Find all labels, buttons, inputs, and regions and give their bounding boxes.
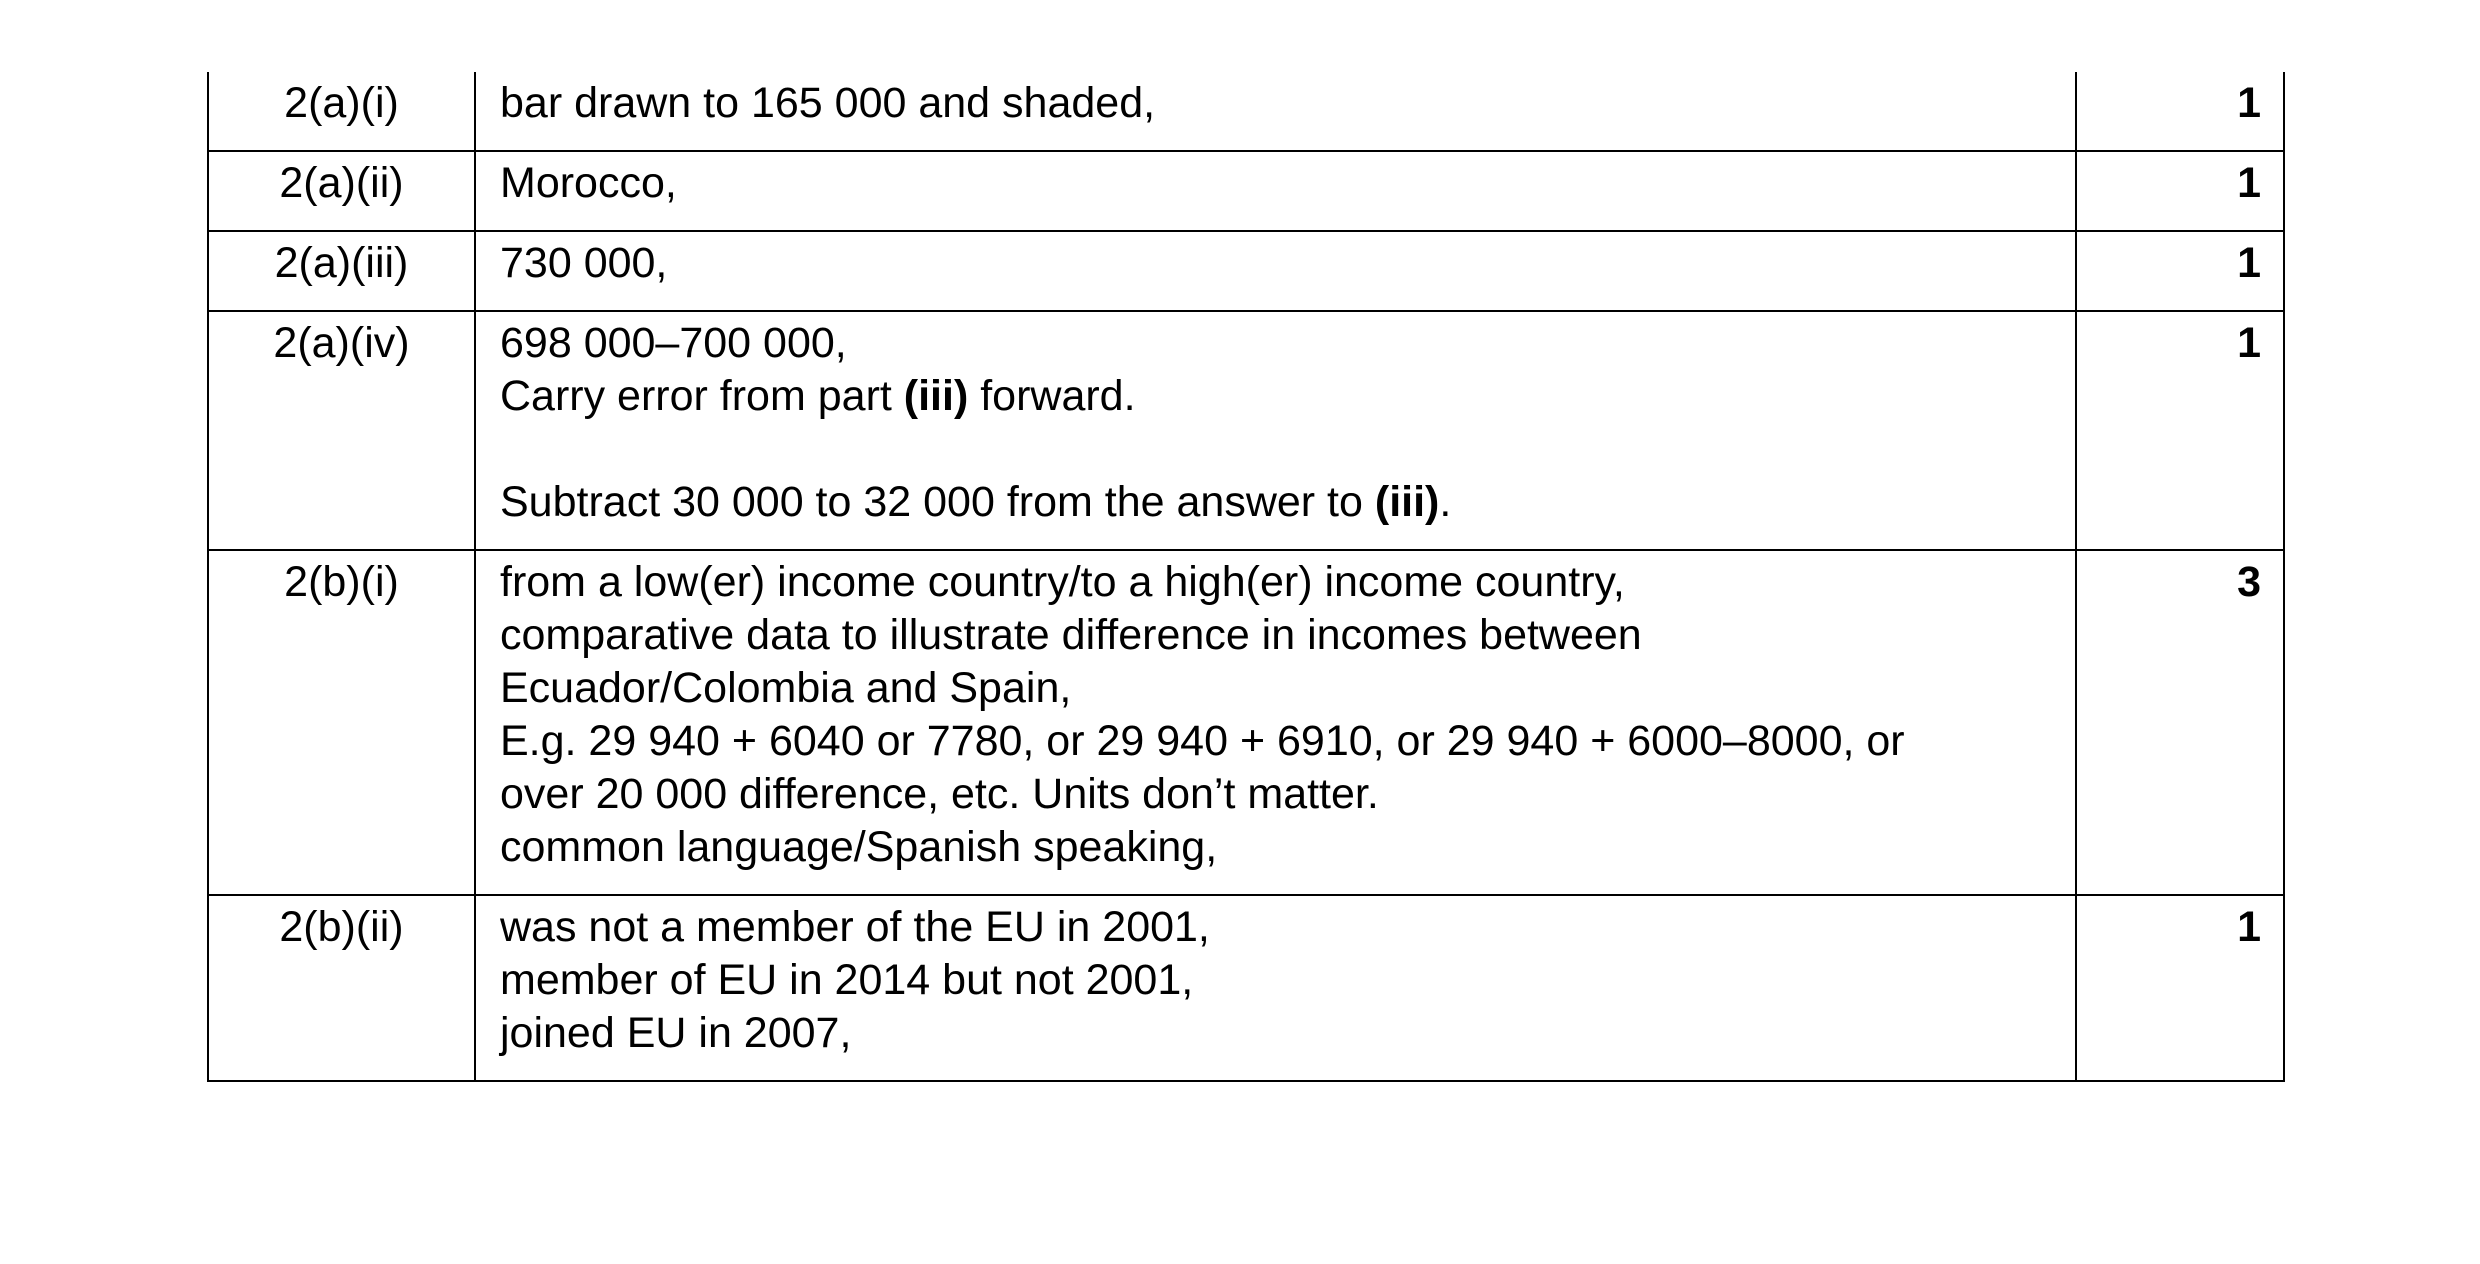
answer-cell (475, 151, 2076, 231)
answer-text: Carry error from part (500, 372, 904, 420)
answer-line: was not a member of the EU in 2001, (500, 903, 1210, 951)
answer-line: 698 000–700 000, (500, 319, 847, 367)
table-row (208, 550, 2284, 895)
question-number: 2(a)(ii) (208, 151, 475, 231)
table-row (208, 895, 2284, 1081)
part-reference: (iii) (1374, 478, 1440, 526)
answer-line: Morocco, (500, 159, 677, 207)
table-row (208, 311, 2284, 550)
answer-line: E.g. 29 940 + 6040 or 7780, or 29 940 + 6910, or 29 940 + 6000–8000, or (500, 717, 1905, 765)
answer-line: joined EU in 2007, (500, 1009, 852, 1057)
marks-cell: 1 (2076, 231, 2284, 311)
answer-cell (475, 895, 2076, 1081)
answer-cell (475, 550, 2076, 895)
answer-line: bar drawn to 165 000 and shaded, (500, 79, 1156, 127)
answer-cell (475, 311, 2076, 550)
answer-line: Ecuador/Colombia and Spain, (500, 664, 1072, 712)
question-number: 2(a)(i) (208, 72, 475, 151)
mark-scheme-table (207, 72, 2285, 1082)
answer-cell (475, 231, 2076, 311)
question-number: 2(b)(ii) (208, 895, 475, 1081)
table-row (208, 151, 2284, 231)
answer-line: comparative data to illustrate difference in incomes between (500, 611, 1642, 659)
marks-cell: 1 (2076, 895, 2284, 1081)
answer-text: Subtract 30 000 to 32 000 from the answer to (500, 478, 1375, 526)
answer-line: 730 000, (500, 239, 668, 287)
question-number: 2(b)(i) (208, 550, 475, 895)
answer-line: over 20 000 difference, etc. Units don’t matter. (500, 770, 1379, 818)
question-number: 2(a)(iv) (208, 311, 475, 550)
answer-text: forward. (968, 372, 1136, 420)
part-reference: (iii) (903, 372, 969, 420)
line-gap (500, 423, 2055, 476)
marks-cell: 1 (2076, 72, 2284, 151)
answer-line: member of EU in 2014 but not 2001, (500, 956, 1194, 1004)
answer-line: from a low(er) income country/to a high(er) income country, (500, 558, 1625, 606)
answer-line (500, 476, 2055, 529)
table-row (208, 72, 2284, 151)
answer-text: . (1439, 478, 1452, 526)
marks-cell: 1 (2076, 311, 2284, 550)
question-number: 2(a)(iii) (208, 231, 475, 311)
answer-cell (475, 72, 2076, 151)
table-row (208, 231, 2284, 311)
marks-cell: 3 (2076, 550, 2284, 895)
answer-line: common language/Spanish speaking, (500, 823, 1218, 871)
marks-cell: 1 (2076, 151, 2284, 231)
answer-line (500, 370, 2055, 423)
